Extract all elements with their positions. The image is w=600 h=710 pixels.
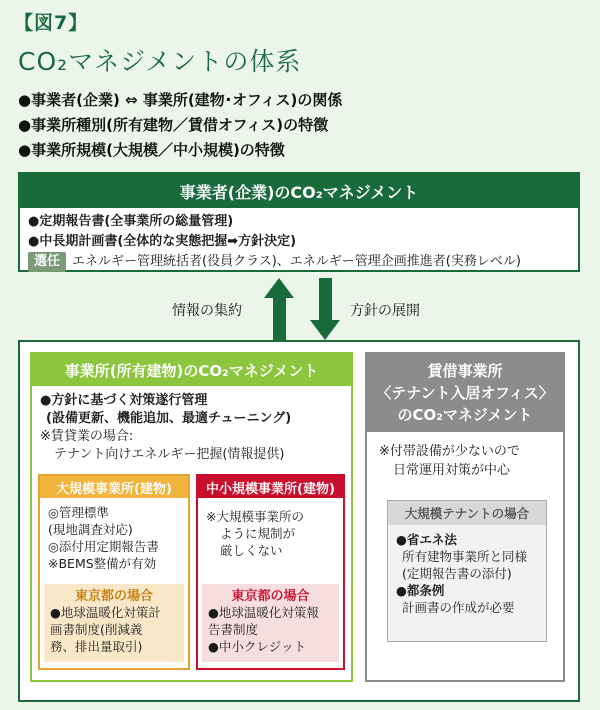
tenant-line: 所有建物事業所と同様: [402, 549, 528, 564]
arrow-down-label: 方針の展開: [350, 303, 420, 319]
large-facility-body: [40, 498, 188, 578]
small-line: 厳しくない: [220, 543, 283, 558]
rented-heading-line: のCO₂マネジメント: [397, 406, 533, 424]
small-tokyo-body: [202, 604, 339, 655]
appointment-row: [28, 252, 570, 272]
arrow-down-icon: [310, 278, 340, 340]
rented-line: 日常運用対策が中心: [393, 463, 511, 478]
owned-line: ※賃貸業の場合:: [40, 429, 134, 444]
large-tokyo-line: 務、排出量取引): [50, 639, 143, 654]
large-line: ◎添付用定期報告書: [48, 539, 159, 554]
large-tokyo-heading: 東京都の場合: [74, 588, 153, 604]
small-line: ※大規模事業所の: [206, 509, 304, 524]
rented-box-body: [367, 432, 563, 490]
owned-box-heading: 事業所(所有建物)のCO₂マネジメント: [32, 354, 351, 386]
rented-heading-line: 〈テナント入居オフィス〉: [376, 384, 554, 402]
rented-heading-line: 賃借事業所: [427, 362, 503, 380]
small-tokyo-heading: 東京都の場合: [231, 588, 310, 604]
owned-line: ●方針に基づく対策遂行管理: [40, 393, 208, 408]
small-tokyo-line: 告書制度: [208, 622, 259, 637]
large-line: ※BEMS整備が有効: [48, 556, 157, 571]
tenant-line: ●省エネ法: [396, 532, 457, 547]
large-facility-heading: 大規模事業所(建物): [40, 476, 188, 498]
bullet-item: ●事業所規模(大規模／中小規模)の特徴: [18, 141, 285, 159]
company-box-body: [20, 208, 578, 276]
small-tokyo-line: ●中小クレジット: [208, 639, 307, 654]
rented-line: ※付帯設備が少ないので: [379, 444, 520, 459]
small-tokyo-box: [202, 584, 339, 662]
small-line: ように規制が: [220, 526, 296, 541]
small-facility-heading: 中小規模事業所(建物): [198, 476, 343, 498]
bullet-item: ●事業所種別(所有建物／賃借オフィス)の特徴: [18, 116, 329, 134]
large-tenant-body: [388, 525, 546, 622]
rented-box-heading: [367, 354, 563, 432]
small-facility-body: [198, 498, 343, 565]
large-line: (現地調査対応): [48, 522, 133, 537]
tenant-line: 計画書の作成が必要: [402, 600, 515, 615]
appointment-tag: 選任: [28, 252, 66, 272]
large-line: ◎管理標準: [48, 505, 109, 520]
company-management-box: [18, 172, 580, 272]
company-item: ●中長期計画書(全体的な実態把握➡方針決定): [28, 234, 297, 249]
bullet-item: ●事業者(企業) ⇔ 事業所(建物･オフィス)の関係: [18, 91, 343, 109]
tenant-line: ●都条例: [396, 583, 445, 598]
owned-line: テナント向けエネルギー把握(情報提供): [54, 447, 285, 462]
owned-line: (設備更新、機能追加、最適チューニング): [46, 411, 292, 426]
owned-box-body: [32, 386, 351, 470]
small-tokyo-line: ●地球温暖化対策報: [208, 605, 319, 620]
large-tenant-box: [387, 500, 547, 642]
large-tokyo-line: 画書制度(削減義: [50, 622, 143, 637]
tenant-line: (定期報告書の添付): [402, 566, 512, 581]
large-tenant-heading: 大規模テナントの場合: [388, 501, 546, 525]
appointment-text: エネルギー管理統括者(役員クラス)、エネルギー管理企画推進者(実務レベル): [72, 254, 521, 269]
company-box-heading: 事業者(企業)のCO₂マネジメント: [20, 174, 578, 208]
large-tokyo-body: [44, 604, 184, 655]
figure-label: 【図7】: [14, 12, 89, 34]
large-tokyo-box: [44, 584, 184, 662]
overview-bullets: [18, 88, 342, 163]
arrow-up-label: 情報の集約: [172, 303, 242, 319]
large-tokyo-line: ●地球温暖化対策計: [50, 605, 161, 620]
page-title: CO₂マネジメントの体系: [18, 47, 302, 76]
company-item: ●定期報告書(全事業所の総量管理): [28, 214, 234, 229]
arrow-up-icon: [264, 278, 294, 340]
